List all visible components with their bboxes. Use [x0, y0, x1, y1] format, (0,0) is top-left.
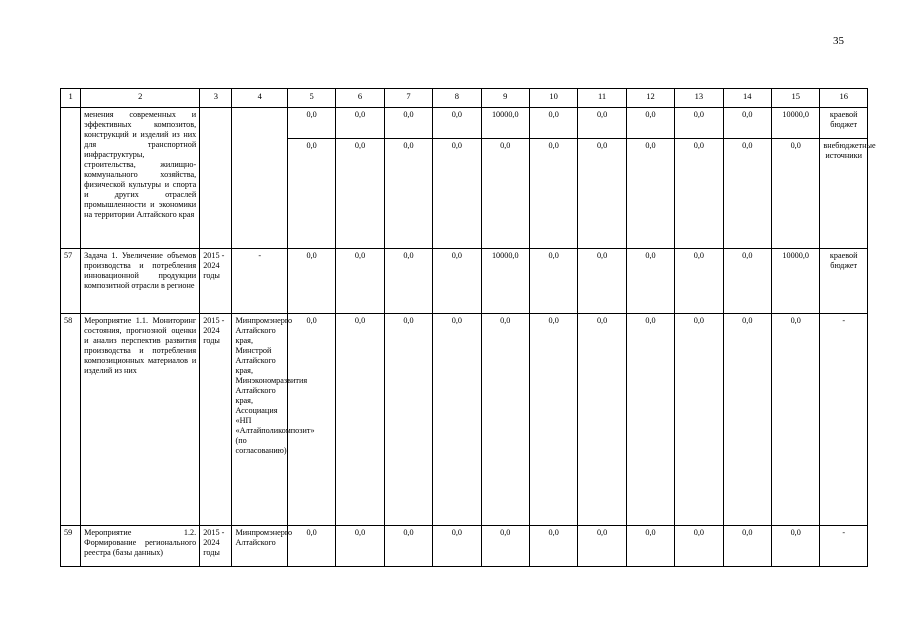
value-cell: 0,0: [384, 526, 432, 567]
page-number: 35: [833, 35, 844, 47]
value-cell: 0,0: [723, 314, 771, 526]
value-cell: 0,0: [287, 526, 335, 567]
row-description: Мероприятие 1.1. Мониторинг состояния, прогнозной оценки и анализ перспектив развития производства и потребления композиционных материалов и изделий из них: [81, 314, 200, 526]
row-period: 2015 - 2024 годы: [200, 526, 232, 567]
header-cell: 14: [723, 89, 771, 108]
funding-source: внебюджетные источники: [820, 139, 868, 249]
funding-source: краевой бюджет: [820, 108, 868, 139]
value-cell: 0,0: [626, 314, 674, 526]
value-cell: 0,0: [529, 108, 577, 139]
value-cell: 0,0: [336, 526, 384, 567]
value-cell: 0,0: [287, 139, 335, 249]
table-row: [61, 526, 868, 567]
row-description: менения современных и эффективных композитов, конструкций и изделий из них для транспортной инфраструктуры, строительства, жилищно-коммунального хозяйства, физической культуры и спорта и других отраслей промышленности и экономики на территории Алтайского края: [81, 108, 200, 249]
value-cell: 0,0: [384, 108, 432, 139]
value-cell: 10000,0: [481, 108, 529, 139]
value-cell: 0,0: [723, 249, 771, 314]
value-cell: 0,0: [384, 139, 432, 249]
header-cell: 3: [200, 89, 232, 108]
value-cell: 0,0: [336, 108, 384, 139]
value-cell: 0,0: [578, 314, 626, 526]
value-cell: 10000,0: [772, 249, 820, 314]
value-cell: 0,0: [433, 314, 481, 526]
funding-source: -: [820, 314, 868, 526]
value-cell: 0,0: [626, 108, 674, 139]
value-cell: 0,0: [675, 249, 723, 314]
row-number: 57: [61, 249, 81, 314]
header-cell: 5: [287, 89, 335, 108]
funding-source: краевой бюджет: [820, 249, 868, 314]
value-cell: 0,0: [287, 314, 335, 526]
value-cell: 0,0: [529, 139, 577, 249]
value-cell: 0,0: [626, 526, 674, 567]
budget-table: [60, 88, 876, 567]
row-executor: [232, 108, 287, 249]
row-executor: Минпромэнерго Алтайского края, Минстрой Алтайского края, Минэкономразвития Алтайского края, Ассоциация «НП «Алтайполикомпозит» (по согласованию): [232, 314, 287, 526]
header-cell: 1: [61, 89, 81, 108]
value-cell: 0,0: [529, 249, 577, 314]
row-executor: Минпромэнерго Алтайского: [232, 526, 287, 567]
value-cell: 0,0: [336, 139, 384, 249]
value-cell: 0,0: [626, 249, 674, 314]
header-cell: 6: [336, 89, 384, 108]
value-cell: 0,0: [481, 526, 529, 567]
value-cell: 0,0: [578, 249, 626, 314]
value-cell: 0,0: [433, 108, 481, 139]
value-cell: 0,0: [336, 314, 384, 526]
row-period: [200, 108, 232, 249]
value-cell: 0,0: [675, 314, 723, 526]
value-cell: 0,0: [384, 249, 432, 314]
value-cell: 0,0: [287, 108, 335, 139]
value-cell: 0,0: [578, 108, 626, 139]
value-cell: 0,0: [481, 139, 529, 249]
value-cell: 0,0: [723, 139, 771, 249]
row-number: 58: [61, 314, 81, 526]
value-cell: 0,0: [772, 139, 820, 249]
row-description: Мероприятие 1.2. Формирование регионального реестра (базы данных): [81, 526, 200, 567]
value-cell: 0,0: [723, 526, 771, 567]
value-cell: 0,0: [675, 139, 723, 249]
value-cell: 0,0: [481, 314, 529, 526]
header-cell: 12: [626, 89, 674, 108]
header-cell: 16: [820, 89, 868, 108]
value-cell: 0,0: [723, 108, 771, 139]
header-cell: 13: [675, 89, 723, 108]
value-cell: 0,0: [772, 526, 820, 567]
funding-source: -: [820, 526, 868, 567]
row-number: 59: [61, 526, 81, 567]
row-description: Задача 1. Увеличение объемов производства и потребления инновационной продукции композитной отрасли в регионе: [81, 249, 200, 314]
header-cell: 10: [529, 89, 577, 108]
value-cell: 0,0: [384, 314, 432, 526]
value-cell: 0,0: [433, 249, 481, 314]
header-cell: 15: [772, 89, 820, 108]
value-cell: 0,0: [287, 249, 335, 314]
value-cell: 0,0: [336, 249, 384, 314]
value-cell: 0,0: [433, 139, 481, 249]
table-row: [61, 314, 868, 526]
header-cell: 11: [578, 89, 626, 108]
table-row: [61, 108, 868, 139]
row-executor: -: [232, 249, 287, 314]
header-cell: 7: [384, 89, 432, 108]
header-cell: 2: [81, 89, 200, 108]
header-cell: 4: [232, 89, 287, 108]
value-cell: 0,0: [675, 526, 723, 567]
row-period: 2015 - 2024 годы: [200, 249, 232, 314]
value-cell: 0,0: [675, 108, 723, 139]
table-row: [61, 249, 868, 314]
value-cell: 0,0: [772, 314, 820, 526]
table-header-row: [61, 89, 868, 108]
value-cell: 0,0: [626, 139, 674, 249]
value-cell: 0,0: [578, 139, 626, 249]
value-cell: 0,0: [578, 526, 626, 567]
header-cell: 8: [433, 89, 481, 108]
header-cell: 9: [481, 89, 529, 108]
value-cell: 0,0: [529, 314, 577, 526]
row-period: 2015 - 2024 годы: [200, 314, 232, 526]
value-cell: 0,0: [433, 526, 481, 567]
row-number: [61, 108, 81, 249]
value-cell: 0,0: [529, 526, 577, 567]
value-cell: 10000,0: [481, 249, 529, 314]
value-cell: 10000,0: [772, 108, 820, 139]
